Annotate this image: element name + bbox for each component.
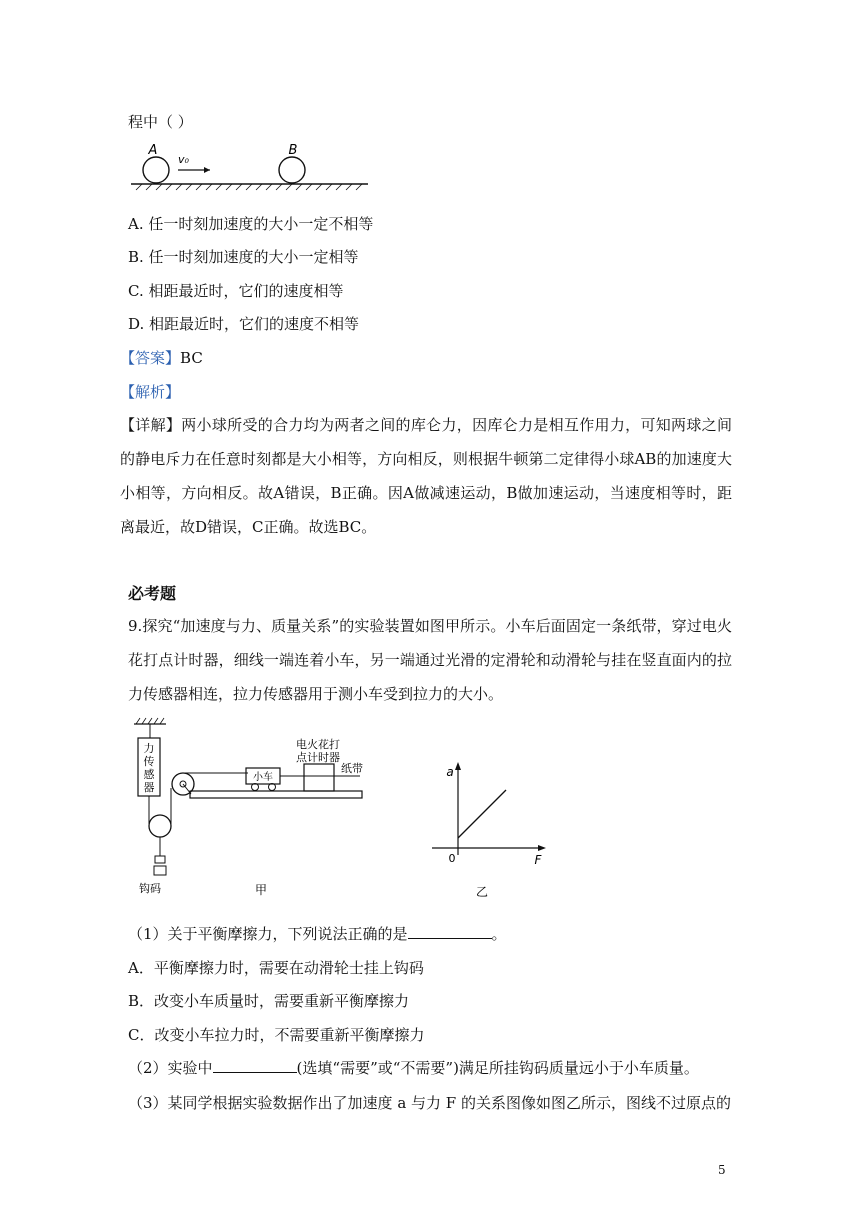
answer-tag: 【答案】: [120, 349, 181, 367]
ball-b-label: B: [288, 143, 298, 158]
ball-b: [279, 157, 305, 183]
q8-option-b: B. 任一时刻加速度的大小一定相等: [128, 248, 359, 266]
q9-sub2-blank[interactable]: [213, 1058, 297, 1073]
weight-label: 钩码: [139, 882, 161, 895]
figure-jia: [128, 716, 378, 896]
figure-yi: [430, 760, 560, 900]
graph-line: [458, 790, 506, 838]
q9-sub1-option-b: B．改变小车质量时，需要重新平衡摩擦力: [128, 992, 410, 1010]
caption-yi: 乙: [475, 885, 489, 899]
spark-timer: [304, 764, 334, 791]
q9-sub3: （3）某同学根据实验数据作出了加速度 a 与力 F 的关系图像如图乙所示，图线不过原点的: [128, 1094, 731, 1112]
q9-stem: 9.探究“加速度与力、质量关系”的实验装置如图甲所示。小车后面固定一条纸带，穿过电火花打点计时器，细线一端连着小车，另一端通过光滑的定滑轮和动滑轮与挂在竖直面内的拉力传感器相连，拉力传感器用于测小车受到拉力的大小。: [128, 617, 732, 703]
detail-tag: 【详解】: [120, 416, 182, 434]
section-title: 必考题: [128, 584, 177, 603]
q8-stem-tail: 程中（ ）: [128, 113, 193, 131]
answer-line: [120, 348, 203, 368]
cart-label: 小车: [253, 772, 273, 783]
sensor-char-4: 器: [143, 781, 155, 794]
q9-sub1-end: 。: [491, 925, 507, 943]
q9-sub2-end: (选填“需要”或“不需要”)满足所挂钩码质量远小于小车质量。: [296, 1059, 699, 1077]
track: [190, 791, 362, 798]
ball-a-label: A: [148, 143, 158, 158]
velocity-label: v₀: [178, 153, 189, 166]
detail-paragraph: [120, 408, 732, 544]
sensor-char-2: 传: [143, 755, 155, 768]
q9-sub1: [128, 924, 507, 944]
ball-a: [143, 157, 169, 183]
q8-option-c: C. 相距最近时，它们的速度相等: [128, 282, 344, 300]
origin-label: 0: [448, 852, 456, 865]
y-axis-label: a: [446, 765, 454, 779]
detail-text: 两小球所受的合力均为两者之间的库仑力，因库仑力是相互作用力，可知两球之间的静电斥力在任意时刻都是大小相等，方向相反，则根据牛顿第二定律得小球AB的加速度大小相等，方向相反。故A错误，B正确。因A做减速运动，B做加速运动，当速度相等时，距离最近，故D错误，C正确。故选BC。: [120, 416, 732, 536]
x-axis-label: F: [534, 853, 542, 867]
q9-sub2: [128, 1058, 699, 1078]
caption-jia: 甲: [254, 883, 268, 896]
timer-label-2: 点计时器: [296, 751, 340, 764]
sensor-char-3: 感: [143, 768, 155, 781]
hook-weight: [155, 856, 165, 863]
answer-value: BC: [180, 349, 203, 367]
tape-label: 纸带: [341, 762, 363, 775]
sensor-char-1: 力: [143, 742, 155, 755]
q9-sub1-option-c: C．改变小车拉力时，不需要重新平衡摩擦力: [128, 1026, 425, 1044]
q9-sub1-text: （1）关于平衡摩擦力，下列说法正确的是: [128, 925, 408, 943]
analysis-tag: 【解析】: [120, 383, 181, 401]
q8-option-a: A. 任一时刻加速度的大小一定不相等: [128, 215, 374, 233]
movable-pulley: [149, 815, 171, 837]
timer-label-1: 电火花打: [296, 738, 340, 751]
q8-figure: [128, 140, 378, 200]
q9-sub2-text: （2）实验中: [128, 1059, 213, 1077]
q8-option-d: D. 相距最近时，它们的速度不相等: [128, 315, 360, 333]
q9-sub1-option-a: A．平衡摩擦力时，需要在动滑轮士挂上钩码: [128, 959, 424, 977]
q9-sub1-blank[interactable]: [408, 924, 492, 939]
page-number: 5: [718, 1163, 726, 1177]
